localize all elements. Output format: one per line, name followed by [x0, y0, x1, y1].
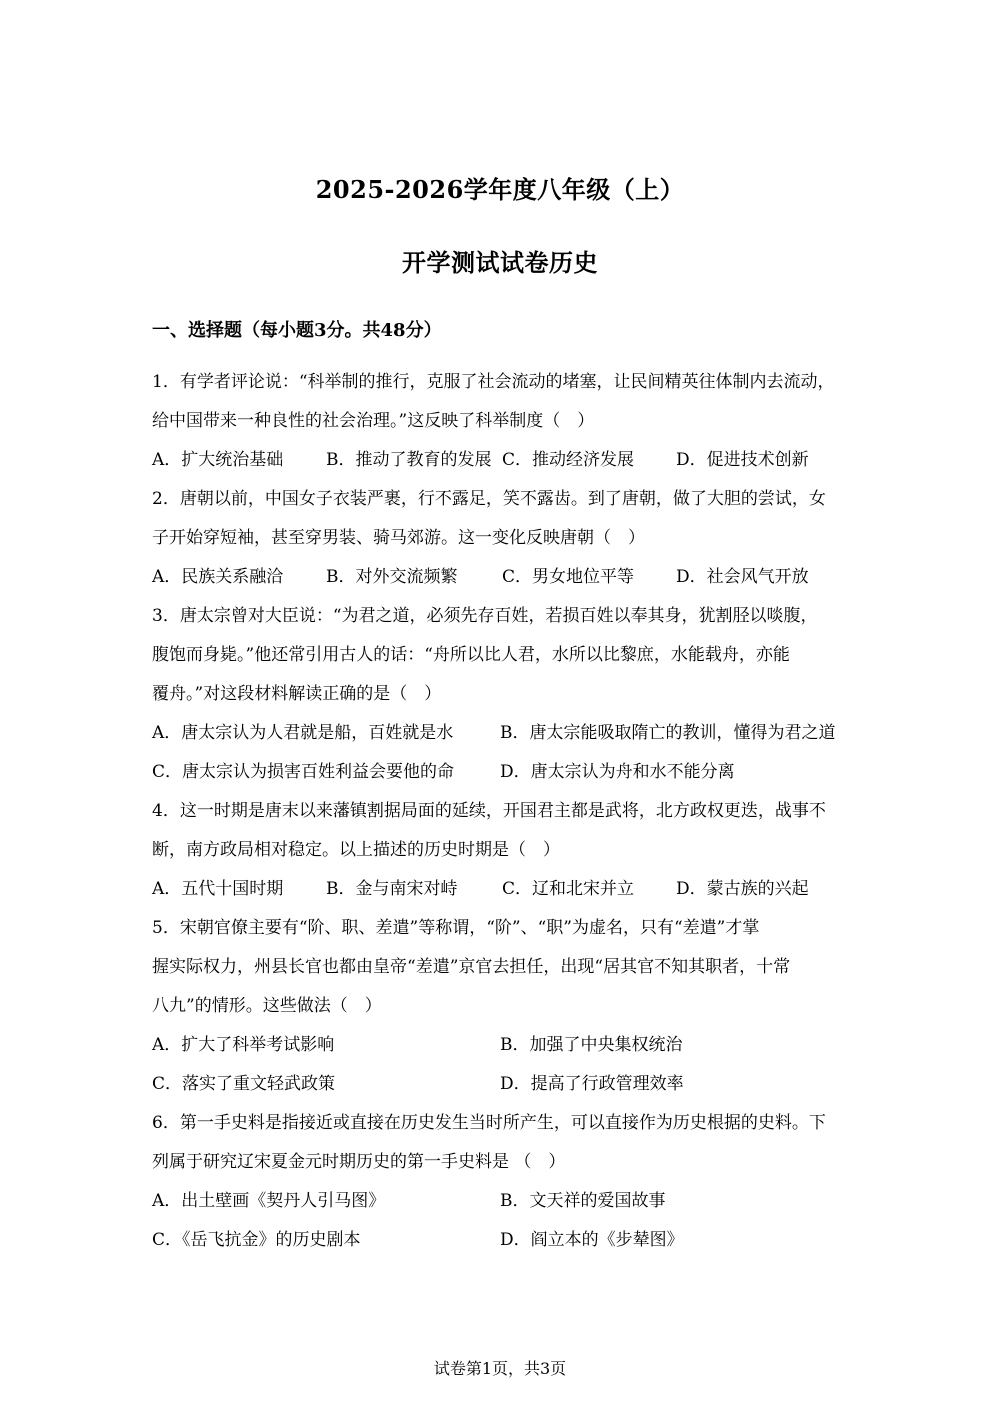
option-a: A．五代十国时期 [152, 879, 284, 899]
option-b: B．推动了教育的发展 [326, 450, 492, 470]
option-b: B．唐太宗能吸取隋亡的教训，懂得为君之道 [500, 723, 836, 743]
option-row [152, 1065, 862, 1104]
option-c: C．唐太宗认为损害百姓利益会要他的命 [152, 762, 455, 782]
option-c: C．《岳飞抗金》的历史剧本 [152, 1230, 361, 1250]
question-text-line: 八九”的情形。这些做法（ ） [152, 996, 382, 1016]
question-text-line: 4．这一时期是唐末以来藩镇割据局面的延续，开国君主都是武将，北方政权更迭，战事不 [152, 801, 826, 821]
option-row [152, 558, 862, 597]
option-c: C．辽和北宋并立 [502, 879, 635, 899]
option-d: D．唐太宗认为舟和水不能分离 [500, 762, 735, 782]
option-a: A．扩大统治基础 [152, 450, 284, 470]
option-d: D．社会风气开放 [676, 567, 809, 587]
option-row [152, 714, 862, 753]
question-text-line: 断，南方政局相对稳定。以上描述的历史时期是（ ） [152, 840, 560, 860]
option-c: C．落实了重文轻武政策 [152, 1074, 336, 1094]
option-b: B．文天祥的爱国故事 [500, 1191, 666, 1211]
question-text-line: 2．唐朝以前，中国女子衣装严裹，行不露足，笑不露齿。到了唐朝，做了大胆的尝试，女 [152, 489, 826, 509]
option-d: D．促进技术创新 [676, 450, 809, 470]
question-5 [152, 909, 862, 1104]
page-footer: 试卷第1页，共3页 [433, 1359, 567, 1378]
question-text-line: 6．第一手史料是指接近或直接在历史发生当时所产生，可以直接作为历史根据的史料。下 [152, 1113, 826, 1133]
option-row [152, 870, 862, 909]
question-6 [152, 1104, 862, 1260]
option-row [152, 1182, 862, 1221]
question-text-line: 列属于研究辽宋夏金元时期历史的第一手史料是 （ ） [152, 1152, 566, 1172]
exam-title-line1: 2025-2026学年度八年级（上） [315, 175, 685, 204]
question-text-line: 覆舟。”对这段材料解读正确的是（ ） [152, 684, 442, 704]
question-2 [152, 480, 862, 597]
option-b: B．对外交流频繁 [326, 567, 458, 587]
section-heading: 一、选择题（每小题3分。共48分） [152, 320, 442, 341]
question-3 [152, 597, 862, 792]
question-text-line: 握实际权力，州县长官也都由皇帝“差遣”京官去担任，出现“居其官不知其职者，十常 [152, 957, 791, 977]
option-row [152, 1026, 862, 1065]
option-b: B．加强了中央集权统治 [500, 1035, 683, 1055]
question-text-line: 3．唐太宗曾对大臣说：“为君之道，必须先存百姓，若损百姓以奉其身，犹割胫以啖腹， [152, 606, 818, 626]
questions-list [152, 363, 862, 1260]
exam-title-line2: 开学测试试卷历史 [402, 248, 598, 277]
option-c: C．推动经济发展 [502, 450, 635, 470]
option-a: A．民族关系融洽 [152, 567, 284, 587]
question-1 [152, 363, 862, 480]
option-b: B．金与南宋对峙 [326, 879, 458, 899]
option-row [152, 753, 862, 792]
question-4 [152, 792, 862, 909]
option-a: A．唐太宗认为人君就是船，百姓就是水 [152, 723, 454, 743]
option-d: D．蒙古族的兴起 [676, 879, 809, 899]
question-text-line: 1．有学者评论说：“科举制的推行，克服了社会流动的堵塞，让民间精英往体制内去流动， [152, 372, 835, 392]
option-row [152, 1221, 862, 1260]
question-text-line: 子开始穿短袖，甚至穿男装、骑马郊游。这一变化反映唐朝（ ） [152, 528, 645, 548]
question-text-line: 5．宋朝官僚主要有“阶、职、差遣”等称谓，“阶”、“职”为虚名，只有“差遣”才掌 [152, 918, 760, 938]
option-d: D．提高了行政管理效率 [500, 1074, 684, 1094]
option-row [152, 441, 862, 480]
option-d: D．阎立本的《步辇图》 [500, 1230, 684, 1250]
option-c: C．男女地位平等 [502, 567, 635, 587]
question-text-line: 腹饱而身毙。”他还常引用古人的话：“舟所以比人君，水所以比黎庶，水能载舟，亦能 [152, 645, 790, 665]
option-a: A．扩大了科举考试影响 [152, 1035, 335, 1055]
option-a: A．出土壁画《契丹人引马图》 [152, 1191, 386, 1211]
question-text-line: 给中国带来一种良性的社会治理。”这反映了科举制度（ ） [152, 411, 595, 431]
